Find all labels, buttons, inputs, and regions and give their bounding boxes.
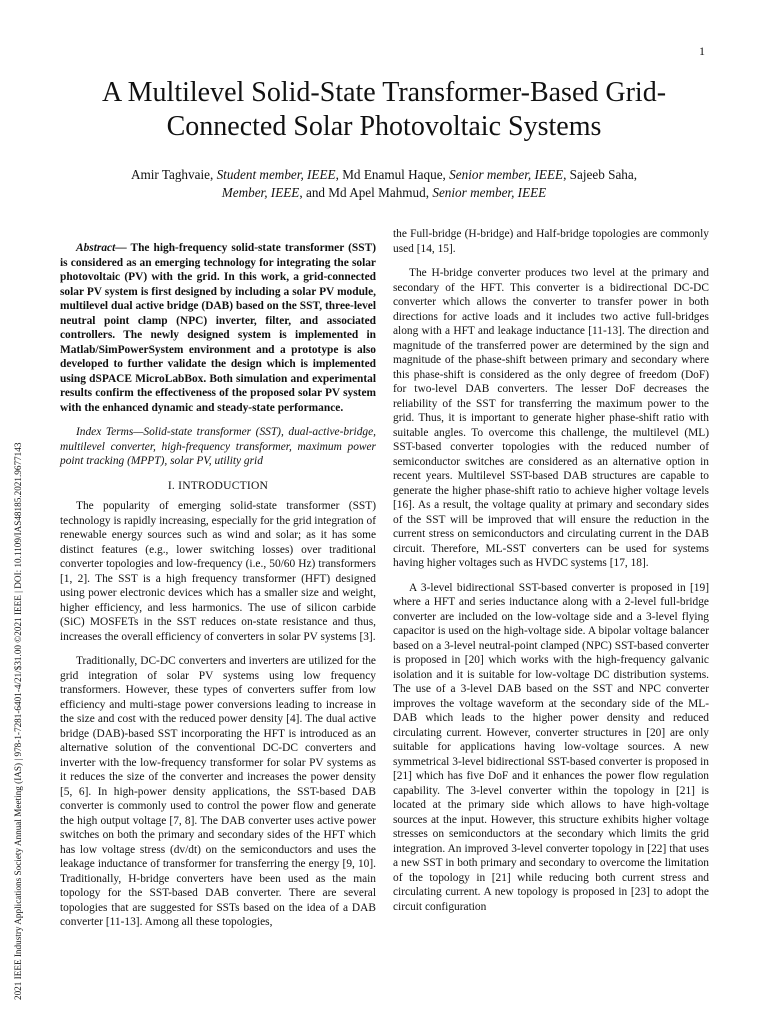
author-name: Amir Taghvaie, (130, 167, 217, 182)
body-paragraph: Traditionally, DC-DC converters and inverters are utilized for the grid integration of solar PV systems using low frequency transformers. However, these types of converters suffer from low efficiency and multi-stage power conversions leading to increase in the size and cost with the reduced power density [4]. The dual active bridge (DAB)-based SST incorporating the HFT is introduced as an alternative solution of the conventional DC-DC converters and inverter with the low-frequency transformer for solar PV systems as it reduces the size of the converter and increases the power density [5, 6]. In high-power density applications, the SST-based DAB converter is commonly used to control the power flow and generate the high output voltage [7, 8]. The DAB converter uses active power switches on both the primary and secondary sides of the HFT which has low voltage stress (dv/dt) on the semiconductors and uses the leakage inductance of transformer for transferring the energy [9, 10]. Traditionally, H-bridge converters have been used as the main topology for the SST-based DAB converter. There are several topologies that are suggested for SSTs based on the idea of a DAB converter [11-13]. Among all these topologies, (60, 655, 376, 928)
author-role: Member, IEEE (221, 185, 300, 200)
right-column (393, 227, 709, 924)
author-role: Senior member, IEEE (432, 185, 547, 200)
author-name: , Sajeeb Saha, (563, 167, 638, 182)
section-heading-introduction: I. INTRODUCTION (167, 478, 269, 492)
abstract-paragraph (60, 241, 376, 415)
author-list (80, 166, 688, 202)
body-paragraph: The popularity of emerging solid-state transformer (SST) technology is rapidly increasing, especially for the grid integration of renewable energy sources such as wind and solar; as it has some distinct features (e.g., lower switching losses) over traditional converter topologies and low-frequency (i.e., 50/60 Hz) transformers [1, 2]. The SST is a high frequency transformer (HFT) designed using power electronic devices which has a smaller size and weight, higher efficiency, and less harmonics. The use of silicon carbide (SiC) MOSFETs in the SST reduces on-state resistance and thus, increases the overall efficiency of converters in solar PV systems [3]. (60, 500, 376, 643)
body-paragraph: A 3-level bidirectional SST-based converter is proposed in [19] where a HFT and series inductance along with a 2-level full-bridge converter are included on the low-voltage side and a 3-level flying capacitor is used on the high-voltage side. A bipolar voltage balancer based on a 3-level neutral-point clamped (NPC) SST-based converter is proposed in [20] which works with the high-frequency galvanic isolation and it is suitable for low-voltage DC distribution systems. The use of a 3-level DAB based on the SST and NPC converter improves the voltage waveform at the secondary side of the ML-DAB which leads to the higher power density and reduced circulating current. However, converter structures in [20] are only suitable for applications having low-voltage sources. A new symmetrical 3-level bidirectional SST-based converter is proposed in [21] which has five DoF and it enhances the power flow regulation capability. The 3-level converter within the topology in [21] is located at the primary side which allows to have high-voltage sources at the input. However, this structure exhibits higher voltage stresses on semiconductors at the secondary which limits the grid integration. An improved 3-level converter topology in [22] that uses a new SST in both primary and secondary to overcome the limitation of the topology in [21] while reducing both current stress and circulating current. A new topology is proposed in [23] to adopt the circuit configuration (393, 581, 709, 913)
body-paragraph: the Full-bridge (H-bridge) and Half-bridge topologies are commonly used [14, 15]. (393, 228, 709, 255)
abstract-text: — The high-frequency solid-state transformer (SST) is considered as an emerging technology for integrating the solar photovoltaic (PV) with the grid. In this work, a grid-connected solar PV system is first designed by including a solar PV module, multilevel dual active bridge (DAB) based on the SST, three-level neutral point clamp (NPC) inverter, filter, and associated controllers. The newly designed system is implemented in Matlab/SimPowerSystem environment and a prototype is also developed to further validate the design which is implemented using dSPACE MicroLabBox. Both simulation and experimental results confirm the effectiveness of the proposed solar PV system with the enhanced dynamic and steady-state performance. (60, 242, 376, 414)
abstract-label: Abstract (76, 242, 116, 254)
author-name: , Md Enamul Haque, (335, 167, 450, 182)
doi-side-note: 2021 IEEE Industry Applications Society Annual Meeting (IAS) | 978-1-7281-6401-4/21/$31.00 ©2021 IEEE | DOI: 10.1109/IAS48185.2021.9677143 (13, 442, 23, 1000)
page-number: 1 (699, 44, 705, 58)
author-name: , and Md Apel Mahmud, (299, 185, 433, 200)
left-column (60, 241, 376, 940)
body-paragraph: The H-bridge converter produces two level at the primary and secondary of the HFT. This converter is a bidirectional DC-DC converter which allows the converter to transfer power in both directions for active loads and it includes two active full-bridges along with a HFT and leakage inductance [11-13]. The direction and magnitude of the transferred power are determined by the sign and magnitude of the phase-shift between primary and secondary where this phase-shift is considered as the only degree of freedom (DoF) for two-level DAB converters. The lesser DoF decreases the reliability of the SST for transferring the maximum power to the grid. Thus, it is important to generate higher phase-shift ratio with suitable angles. To overcome this challenge, the multilevel (ML) SST-based converter topologies with the reduced number of semiconductor switches are considered as an alternative option in recent years. Multilevel SST-based DAB structures are capable to generate the higher phase-shift ratio to achieve higher voltage levels [16]. As a result, the voltage quality at primary and secondary sides of the SST will be improved that will ensure the reduction in the current stress on semiconductors and circulating current in the DAB circuit. Therefore, ML-SST converters can be used for systems having higher voltages such as HVDC systems [17, 18]. (393, 267, 709, 569)
author-role: Senior member, IEEE (449, 167, 564, 182)
author-role: Student member, IEEE (216, 167, 336, 182)
index-terms: Index Terms—Solid-state transformer (SST), dual-active-bridge, multilevel converter, high-frequency transformer, maximum power point tracking (MPPT), solar PV, utility grid (60, 426, 376, 467)
paper-title: A Multilevel Solid-State Transformer-Based Grid-Connected Solar Photovoltaic Systems (101, 77, 667, 142)
